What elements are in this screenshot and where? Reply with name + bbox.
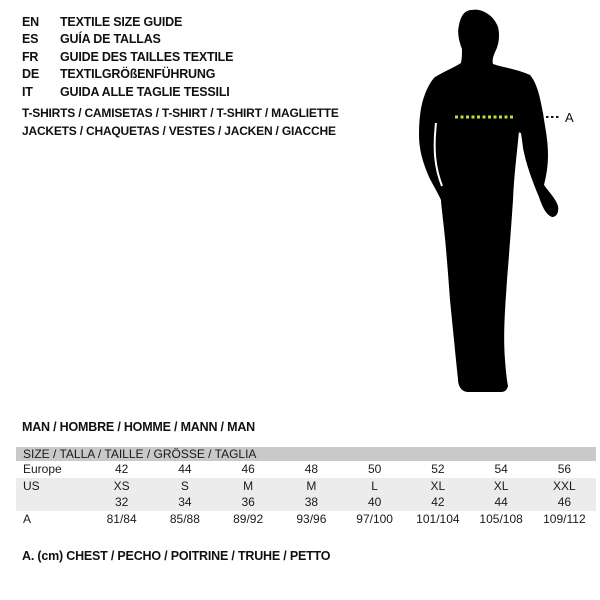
size-cell: 36 [241,495,255,510]
table-row-chest-cm [16,511,596,528]
chest-measurement-note: A. (cm) CHEST / PECHO / POITRINE / TRUHE / PETTO [22,549,331,563]
row-label: US [23,478,40,493]
size-cell: 105/108 [479,511,523,526]
language-row [22,66,233,84]
language-row [22,48,233,66]
language-label: GUIDE DES TAILLES TEXTILE [60,49,234,64]
language-label: TEXTILE SIZE GUIDE [60,14,183,29]
size-cell: XL [493,478,509,493]
row-label: A [23,511,32,526]
size-cell: 46 [241,462,255,477]
silhouette-shape [419,10,558,392]
size-cell: 46 [557,495,572,510]
size-cell: 81/84 [106,511,137,526]
language-guide-list [22,13,233,101]
size-cell: L [371,478,378,493]
table-row-us-numeric [16,494,596,511]
size-cell: 85/88 [169,511,200,526]
man-silhouette-figure [405,5,580,397]
size-cell: 56 [557,462,572,477]
size-cell: M [306,478,317,493]
category-lines [22,105,339,140]
size-table-header-row [16,447,596,461]
size-cell: 109/112 [543,511,586,526]
size-table [16,447,596,527]
size-cell: 101/104 [416,511,460,526]
size-cell: 34 [178,495,192,510]
language-code: DE [22,67,39,82]
size-cell: 38 [304,495,319,510]
size-cell: XXL [553,478,576,493]
language-label: GUÍA DE TALLAS [60,32,161,47]
size-cell: 32 [114,495,129,510]
size-cell: XL [430,478,446,493]
size-cell: 44 [494,495,508,510]
size-cell: 40 [367,495,382,510]
measurement-label-a: A [565,110,574,125]
size-cell: 48 [304,462,319,477]
size-cell: 42 [114,462,129,477]
size-cell: 97/100 [356,511,393,526]
language-code: EN [22,14,39,29]
language-row [22,31,233,49]
table-row-europe [16,461,596,478]
language-code: IT [22,84,33,99]
row-label [16,494,90,511]
row-label: Europe [23,462,62,477]
language-label: GUIDA ALLE TAGLIE TESSILI [60,84,230,99]
size-cell: 44 [178,462,192,477]
category-line-tshirts: T-SHIRTS / CAMISETAS / T-SHIRT / T-SHIRT / MAGLIETTE [22,106,339,120]
language-label: TEXTILGRÖßENFÜHRUNG [60,67,216,82]
size-cell: 54 [494,462,508,477]
language-code: ES [22,32,39,47]
size-cell: 93/96 [296,511,327,526]
size-cell: M [243,478,254,493]
size-cell: 42 [431,495,445,510]
size-cell: XS [113,478,130,493]
category-line-jackets: JACKETS / CHAQUETAS / VESTES / JACKEN / GIACCHE [22,123,336,138]
section-title-man: MAN / HOMBRE / HOMME / MANN / MAN [22,420,255,434]
language-code: FR [22,49,39,64]
size-cell: S [180,478,189,493]
language-row [22,13,233,31]
table-row-us [16,478,596,495]
size-cell: 89/92 [233,511,264,526]
size-table-header: SIZE / TALLA / TAILLE / GRÖSSE / TAGLIA [16,447,596,461]
size-cell: 52 [431,462,445,477]
language-row [22,83,233,101]
size-cell: 50 [367,462,382,477]
